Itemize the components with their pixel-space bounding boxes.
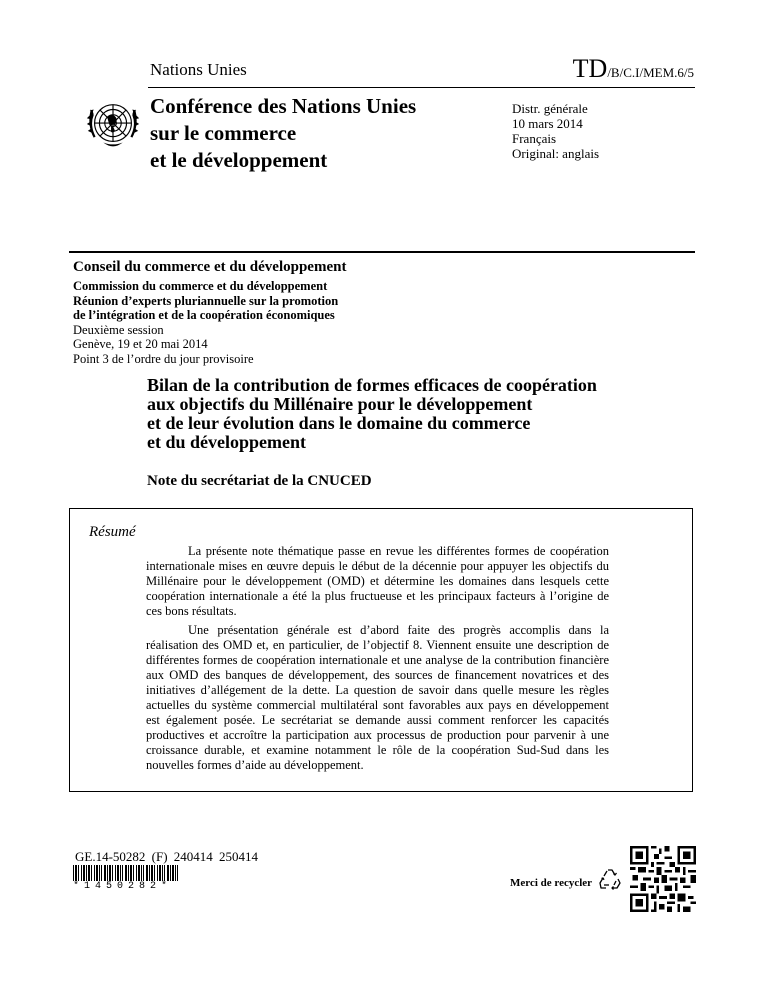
session-number: Deuxième session: [73, 322, 164, 337]
document-symbol-main: TD: [572, 54, 608, 83]
summary-heading: Résumé: [89, 524, 136, 540]
distribution-line: Distr. générale: [512, 101, 588, 116]
organization-name: Nations Unies: [150, 60, 247, 79]
session-details: [73, 279, 338, 366]
secretariat-note: Note du secrétariat de la CNUCED: [147, 473, 372, 489]
conference-title-line: Conférence des Nations Unies: [150, 94, 417, 118]
conference-title: [150, 93, 480, 174]
distribution-line: Français: [512, 131, 557, 146]
recycle-label: Merci de recycler: [510, 877, 593, 889]
document-title: [147, 376, 707, 452]
barcode-text: *1450282*: [73, 881, 173, 892]
meeting-name-line: Réunion d’experts pluriannuelle sur la promotion: [73, 293, 339, 308]
summary-paragraph: Une présentation générale est d’abord faite des progrès accomplis dans la réalisation des OMD et, en particulier, de l’objectif 8. Viennent ensuite une description de différentes formes de coopération internationale et une analyse de la contribution financière aux OMD des banques de développement, des sources de financement novatrices et des initiatives d’allégement de la dette. La question de savoir dans quelle mesure les règles actuelles du système commercial multilatéral sont favorables aux pays en développement est également posée. Le secrétariat se demande aussi comment renforcer les capacités productives et accroître la participation aux processus de production pour parvenir à une croissance durable, et examine notamment le rôle de la coopération Sud-Sud dans les nouvelles formes d’aide au développement.: [146, 623, 609, 772]
barcode-icon: [73, 865, 178, 881]
qr-code-icon: [630, 846, 696, 912]
conference-title-line: sur le commerce: [150, 121, 297, 145]
commission-name: Commission du commerce et du développement: [73, 279, 328, 293]
council-heading: Conseil du commerce et du développement: [73, 259, 347, 275]
place-date: Genève, 19 et 20 mai 2014: [73, 337, 208, 351]
distribution-line: Original: anglais: [512, 146, 600, 161]
document-title-line: et du développement: [147, 432, 306, 452]
un-emblem-icon: [82, 94, 144, 156]
recycle-icon: [598, 867, 622, 891]
document-symbol-rest: /B/C.I/MEM.6/5: [607, 65, 694, 80]
summary-paragraph: La présente note thématique passe en revue les différentes formes de coopération internationale mises en œuvre depuis le début de la décennie pour appuyer les objectifs du Millénaire pour le développement (OMD) et détermine les domaines dans lesquels cette coopération internationale a été la plus fructueuse et les principaux facteurs à l’origine de ces bons résultats.: [146, 544, 609, 618]
meeting-name-line: de l’intégration et de la coopération économiques: [73, 308, 335, 322]
distribution-line: 10 mars 2014: [512, 116, 583, 131]
document-symbol: [573, 54, 694, 84]
document-title-line: aux objectifs du Millénaire pour le développement: [147, 394, 533, 414]
distribution-block: [512, 101, 599, 161]
header-rule: [148, 87, 695, 88]
section-rule: [69, 251, 695, 253]
conference-title-line: et le développement: [150, 148, 328, 172]
document-title-line: et de leur évolution dans le domaine du commerce: [147, 413, 531, 433]
job-number: GE.14-50282 (F) 240414 250414: [75, 849, 259, 864]
document-title-line: Bilan de la contribution de formes efficaces de coopération: [147, 375, 597, 395]
agenda-item: Point 3 de l’ordre du jour provisoire: [73, 351, 254, 366]
